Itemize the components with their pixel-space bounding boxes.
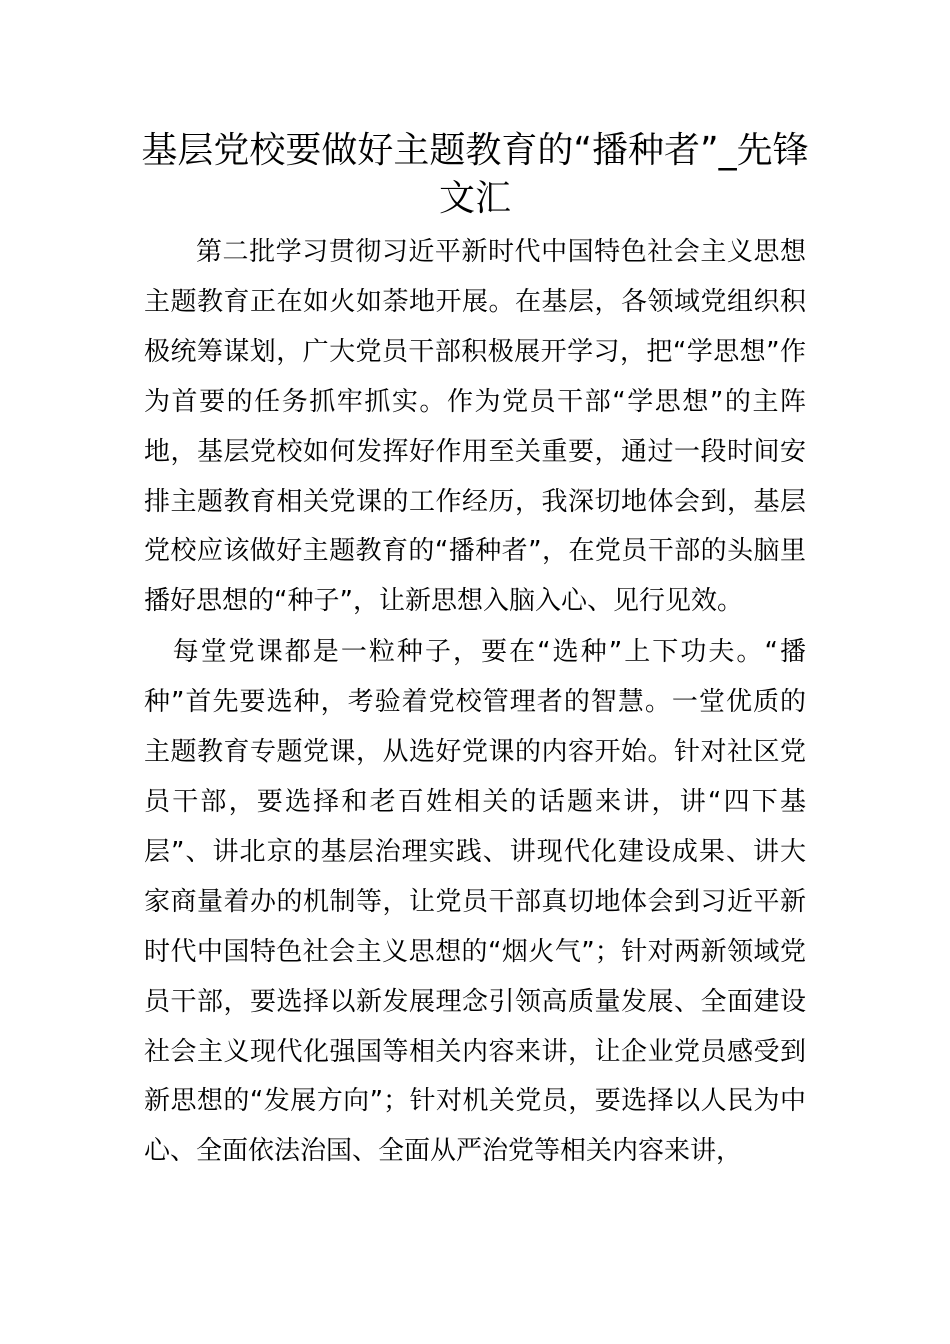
paragraph-1: 第二批学习贯彻习近平新时代中国特色社会主义思想主题教育正在如火如荼地开展。在基层，各领域党组织积极统筹谋划，广大党员干部积极展开学习，把“学思想”作为首要的任务抓牢抓实。作为党员干部“学思想”的主阵地，基层党校如何发挥好作用至关重要，通过一段时间安排主题教育相关党课的工作经历，我深切地体会到，基层党校应该做好主题教育的“播种者”，在党员干部的头脑里播好思想的“种子”，让新思想入脑入心、见行见效。 <box>144 237 806 617</box>
document-title: 基层党校要做好主题教育的“播种者”_先锋文汇 <box>141 130 809 219</box>
document-body <box>144 228 806 1177</box>
paragraph-2: 每堂党课都是一粒种子，要在“选种”上下功夫。“播种”首先要选种，考验着党校管理者的智慧。一堂优质的主题教育专题党课，从选好党课的内容开始。针对社区党员干部，要选择和老百姓相关的话题来讲，讲“四下基层”、讲北京的基层治理实践、讲现代化建设成果、讲大家商量着办的机制等，让党员干部真切地体会到习近平新时代中国特色社会主义思想的“烟火气”；针对两新领域党员干部，要选择以新发展理念引领高质量发展、全面建设社会主义现代化强国等相关内容来讲，让企业党员感受到新思想的“发展方向”；针对机关党员，要选择以人民为中心、全面依法治国、全面从严治党等相关内容来讲， <box>144 637 806 1167</box>
